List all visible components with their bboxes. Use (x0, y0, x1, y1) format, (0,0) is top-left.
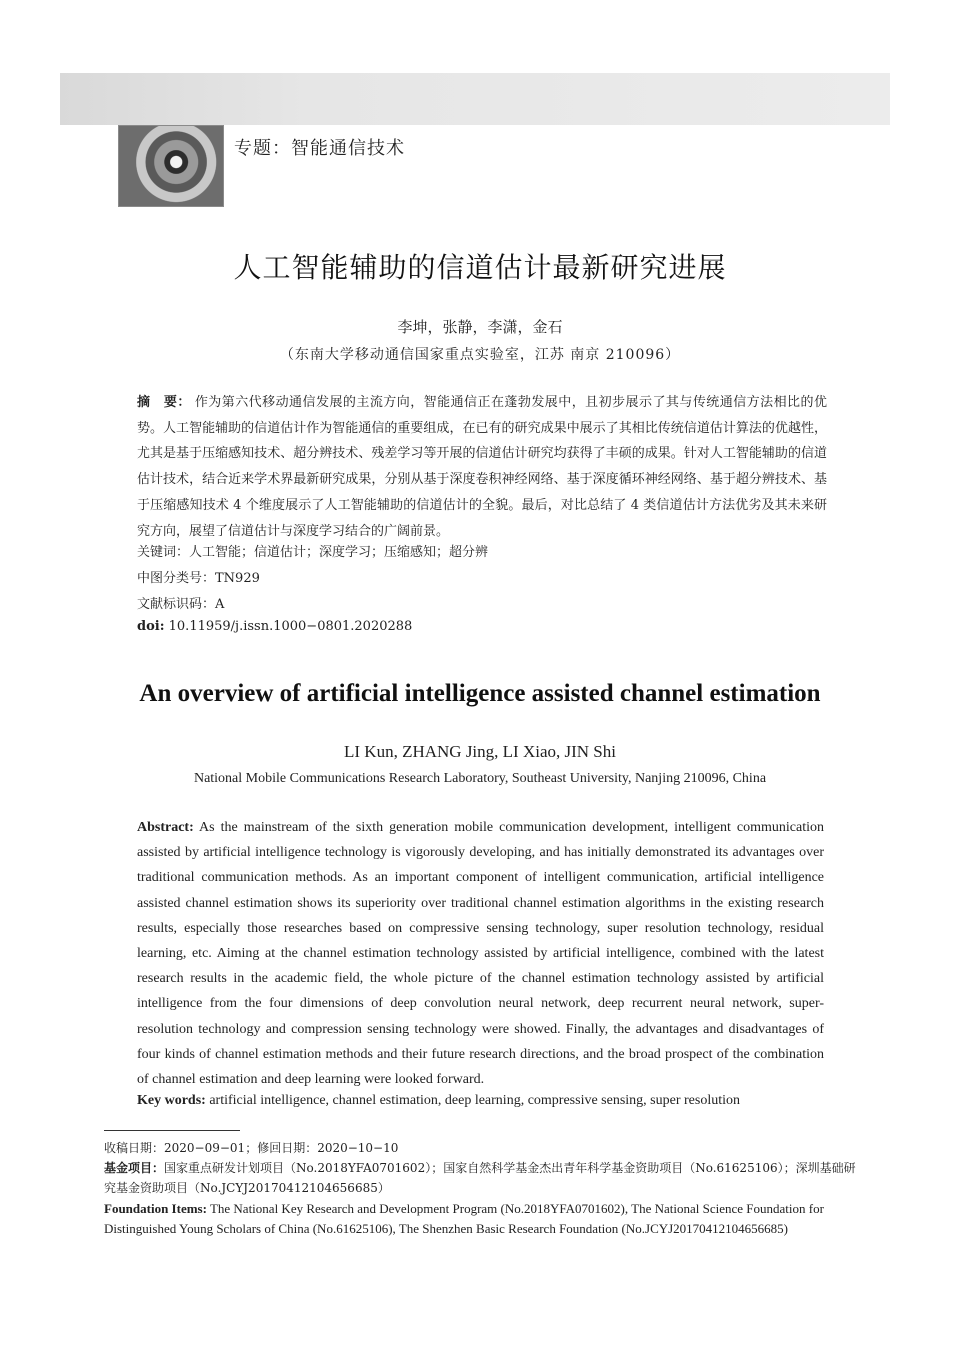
doi-value: 10.11959/j.issn.1000−0801.2020288 (168, 619, 413, 634)
clc-number (137, 567, 827, 586)
chinese-authors: 李坤，张静，李潇，金石 (397, 318, 563, 336)
chinese-keywords-text: 人工智能；信道估计；深度学习；压缩感知；超分辨 (189, 545, 489, 560)
chinese-abstract-label: 摘 要： (137, 395, 191, 410)
document-code (137, 593, 827, 612)
english-affiliation: National Mobile Communications Research Laboratory, Southeast University, Nanjing 210096, China (193, 771, 767, 786)
document-code-label: 文献标识码： (137, 597, 216, 612)
chinese-affiliation: （东南大学移动通信国家重点实验室，江苏 南京 210096） (279, 347, 681, 363)
chinese-keywords-label: 关键词： (137, 545, 190, 560)
header-band (60, 73, 890, 125)
clc-label: 中图分类号： (137, 571, 216, 586)
chinese-abstract-text: 作为第六代移动通信发展的主流方向，智能通信正在蓬勃发展中，且初步展示了其与传统通信方法相比的优势。人工智能辅助的信道估计作为智能通信的重要组成，在已有的研究成果中展示了其相比传统信道估计算法的优越性，尤其是基于压缩感知技术、超分辨技术、残差学习等开展的信道估计研究均获得了丰硕的成果。针对人工智能辅助的信道估计技术，结合近来学术界最新研究成果，分别从基于深度卷积神经网络、基于深度循环神经网络、基于超分辨技术、基于压缩感知技术 4 个维度展示了人工智能辅助的信道估计的全貌。最后，对比总结了 4 类信道估计方法优劣及其未来研究方向，展望了信道估计与深度学习结合的广阔前景。 (137, 395, 827, 539)
fund-en-text: The National Key Research and Development Program (No.2018YFA0701602), The National Science Foundation for Distinguished Young Scholars of China (No.61625106), The Shenzhen Basic Research Foundation (No.JCYJ20170412104656685) (104, 1201, 824, 1236)
english-keywords-label: Key words: (137, 1093, 206, 1108)
fund-cn-label: 基金项目： (104, 1161, 165, 1175)
chinese-keywords (137, 541, 827, 560)
english-keywords-text: artificial intelligence, channel estimation, deep learning, compressive sensing, super resolution (209, 1093, 740, 1108)
document-code-value: A (215, 597, 225, 612)
footnote-fund-en (104, 1199, 860, 1239)
english-abstract-label: Abstract: (137, 820, 194, 835)
chinese-title: 人工智能辅助的信道估计最新研究进展 (233, 251, 727, 284)
topic-label: 专题：智能通信技术 (234, 138, 405, 159)
clc-value: TN929 (215, 571, 260, 586)
english-keywords (137, 1093, 827, 1109)
chinese-abstract (137, 390, 827, 544)
english-authors: LI Kun, ZHANG Jing, LI Xiao, JIN Shi (344, 742, 616, 761)
fund-cn-text: 国家重点研发计划项目（No.2018YFA0701602）；国家自然科学基金杰出青年科学基金资助项目（No.61625106）；深圳基础研究基金资助项目（No.JCYJ20170412104656685） (104, 1161, 856, 1195)
header-thumbnail-image (118, 125, 224, 207)
footnote-fund-cn (104, 1158, 860, 1198)
footnote-divider (104, 1130, 240, 1131)
english-title: An overview of artificial intelligence assisted channel estimation (139, 680, 821, 707)
doi (137, 619, 827, 634)
doi-label: doi: (137, 619, 165, 634)
footnote-dates: 收稿日期：2020−09−01；修回日期：2020−10−10 (104, 1141, 399, 1155)
english-abstract-text: As the mainstream of the sixth generation mobile communication development, intelligent communication assisted by artificial intelligence technology is vigorously developing, and has initially demonstrated its advantages over traditional communication methods. As an important component of intelligent communication, artificial intelligence assisted channel estimation shows its superiority over traditional channel estimation algorithms in the existing research results, especially those researches based on compressive sensing technology, super resolution technology, residual learning, etc. Aiming at the channel estimation technology assisted by artificial intelligence, combined with the latest research results in the academic field, the whole picture of the channel estimation technology assisted by artificial intelligence from the four dimensions of deep convolution neural network, deep recurrent neural network, super-resolution technology and compression sensing technology were showed. Finally, the advantages and disadvantages of four kinds of channel estimation methods and their future research directions, and the broad prospect of the combination of channel estimation and deep learning were looked forward. (137, 820, 825, 1088)
fund-en-label: Foundation Items: (104, 1201, 207, 1216)
english-abstract (137, 815, 824, 1092)
